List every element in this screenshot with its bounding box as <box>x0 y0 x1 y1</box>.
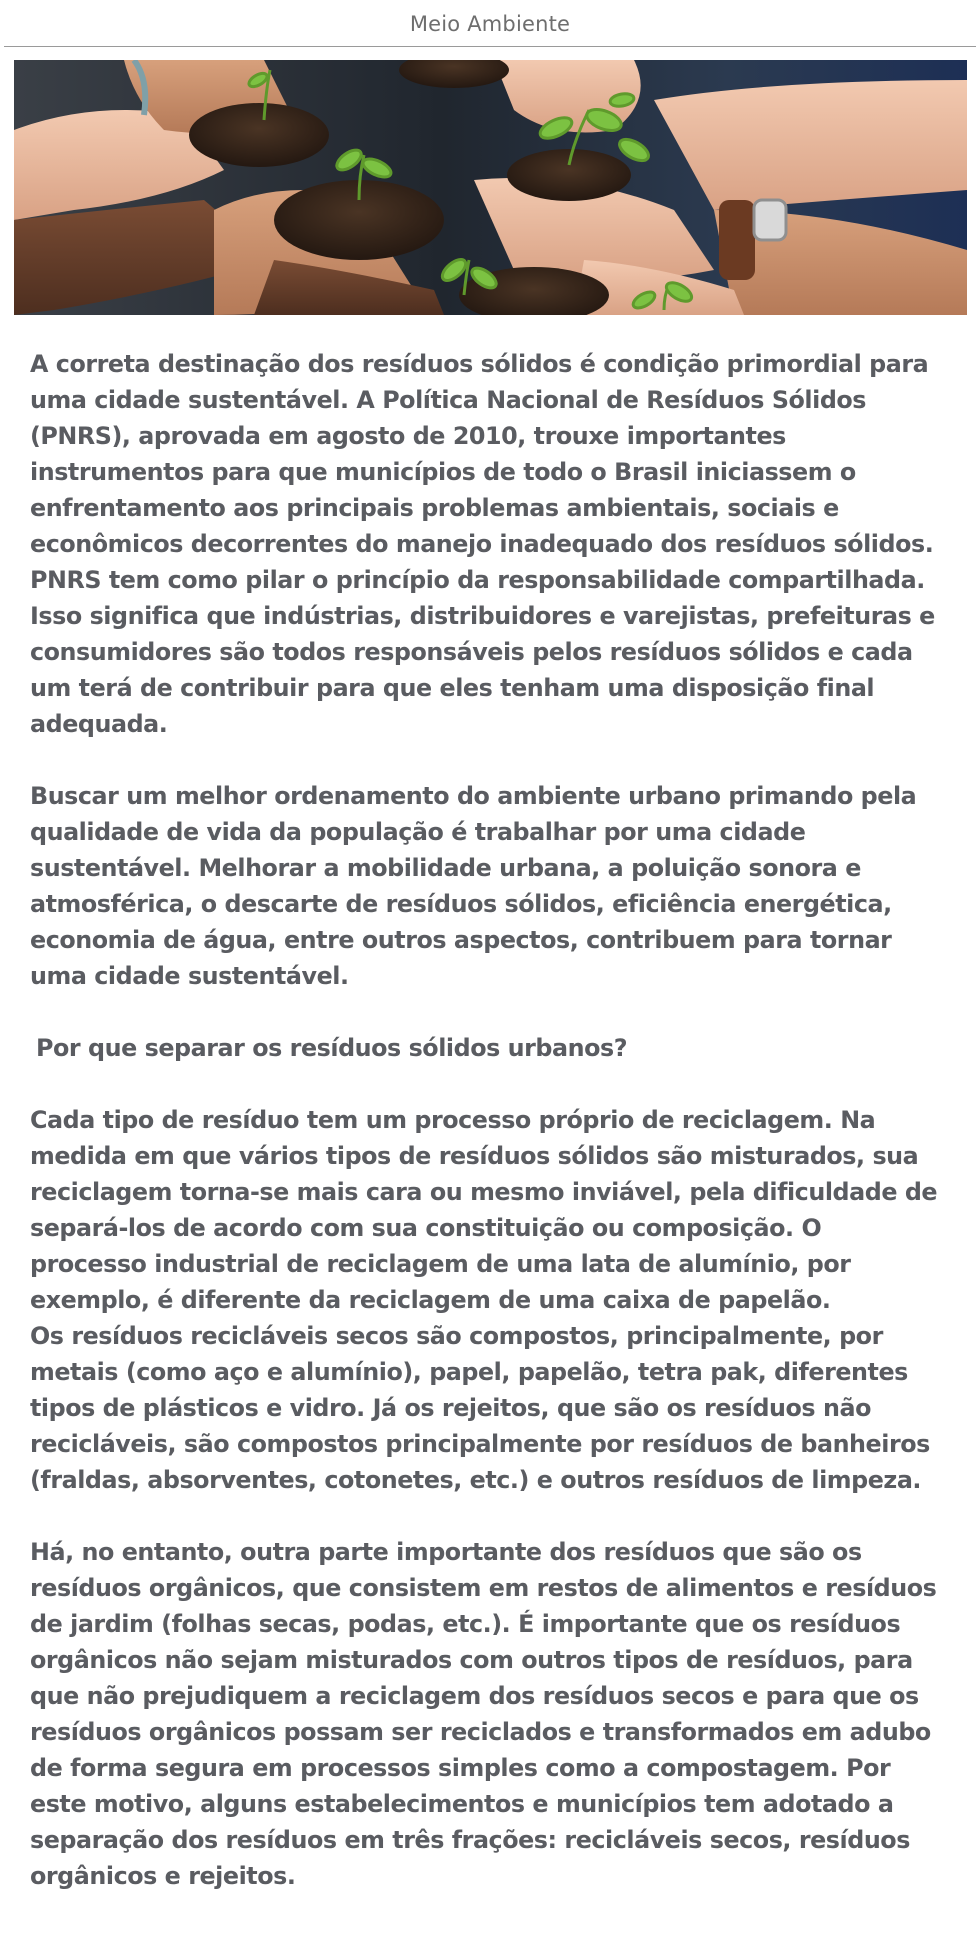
question-text: Por que separar os resíduos sólidos urbanos? <box>36 1034 628 1062</box>
hands-holding-soil-with-seedlings-image <box>14 60 967 315</box>
paragraph-line: separá-los de acordo com sua constituição ou composição. O <box>30 1214 822 1242</box>
page-title: Meio Ambiente <box>409 12 571 36</box>
paragraph-line: de jardim (folhas secas, podas, etc.). É importante que os resíduos <box>30 1610 901 1638</box>
paragraph-line: resíduos orgânicos, que consistem em restos de alimentos e resíduos <box>30 1574 937 1602</box>
paragraph-line: medida em que vários tipos de resíduos sólidos são misturados, sua <box>30 1142 919 1170</box>
paragraph-line: A correta destinação dos resíduos sólidos é condição primordial para <box>30 350 929 378</box>
section-question <box>30 1030 965 1066</box>
paragraph-line: orgânicos não sejam misturados com outros tipos de resíduos, para <box>30 1646 913 1674</box>
paragraph-line: reciclagem torna-se mais cara ou mesmo inviável, pela dificuldade de <box>30 1178 938 1206</box>
paragraph-line: Isso significa que indústrias, distribuidores e varejistas, prefeituras e <box>30 602 935 630</box>
paragraph-line: qualidade de vida da população é trabalhar por uma cidade <box>30 818 806 846</box>
paragraph-residuos-organicos <box>30 1534 965 1894</box>
paragraph-line: (fraldas, absorventes, cotonetes, etc.) e outros resíduos de limpeza. <box>30 1466 922 1494</box>
paragraph-line: este motivo, alguns estabelecimentos e municípios tem adotado a <box>30 1790 894 1818</box>
paragraph-cidade-sustentavel <box>30 778 965 994</box>
paragraph-line: econômicos decorrentes do manejo inadequado dos resíduos sólidos. <box>30 530 934 558</box>
paragraph-tipos-reciclagem <box>30 1102 965 1498</box>
page-header <box>4 0 976 47</box>
article-body <box>30 346 965 1930</box>
paragraph-line: Os resíduos recicláveis secos são compostos, principalmente, por <box>30 1322 883 1350</box>
paragraph-line: Buscar um melhor ordenamento do ambiente urbano primando pela <box>30 782 917 810</box>
paragraph-line: Cada tipo de resíduo tem um processo próprio de reciclagem. Na <box>30 1106 876 1134</box>
hero-image <box>14 60 967 315</box>
paragraph-line: consumidores são todos responsáveis pelos resíduos sólidos e cada <box>30 638 913 666</box>
paragraph-line: separação dos resíduos em três frações: recicláveis secos, resíduos <box>30 1826 910 1854</box>
paragraph-line: metais (como aço e alumínio), papel, papelão, tetra pak, diferentes <box>30 1358 908 1386</box>
paragraph-destinacao-residuos <box>30 346 965 742</box>
paragraph-line: de forma segura em processos simples como a compostagem. Por <box>30 1754 891 1782</box>
paragraph-line: que não prejudiquem a reciclagem dos resíduos secos e para que os <box>30 1682 919 1710</box>
paragraph-line: orgânicos e rejeitos. <box>30 1862 296 1890</box>
paragraph-line: uma cidade sustentável. <box>30 962 349 990</box>
paragraph-line: recicláveis, são compostos principalmente por resíduos de banheiros <box>30 1430 930 1458</box>
paragraph-line: resíduos orgânicos possam ser reciclados e transformados em adubo <box>30 1718 931 1746</box>
paragraph-line: uma cidade sustentável. A Política Nacional de Resíduos Sólidos <box>30 386 867 414</box>
paragraph-line: PNRS tem como pilar o princípio da responsabilidade compartilhada. <box>30 566 925 594</box>
paragraph-line: exemplo, é diferente da reciclagem de uma caixa de papelão. <box>30 1286 831 1314</box>
paragraph-line: instrumentos para que municípios de todo o Brasil iniciassem o <box>30 458 856 486</box>
paragraph-line: adequada. <box>30 710 168 738</box>
paragraph-line: Há, no entanto, outra parte importante dos resíduos que são os <box>30 1538 862 1566</box>
paragraph-line: sustentável. Melhorar a mobilidade urbana, a poluição sonora e <box>30 854 861 882</box>
paragraph-line: um terá de contribuir para que eles tenham uma disposição final <box>30 674 875 702</box>
paragraph-line: enfrentamento aos principais problemas ambientais, sociais e <box>30 494 839 522</box>
paragraph-line: economia de água, entre outros aspectos, contribuem para tornar <box>30 926 892 954</box>
paragraph-line: atmosférica, o descarte de resíduos sólidos, eficiência energética, <box>30 890 892 918</box>
paragraph-line: (PNRS), aprovada em agosto de 2010, trouxe importantes <box>30 422 786 450</box>
paragraph-line: processo industrial de reciclagem de uma lata de alumínio, por <box>30 1250 851 1278</box>
paragraph-line: tipos de plásticos e vidro. Já os rejeitos, que são os resíduos não <box>30 1394 871 1422</box>
